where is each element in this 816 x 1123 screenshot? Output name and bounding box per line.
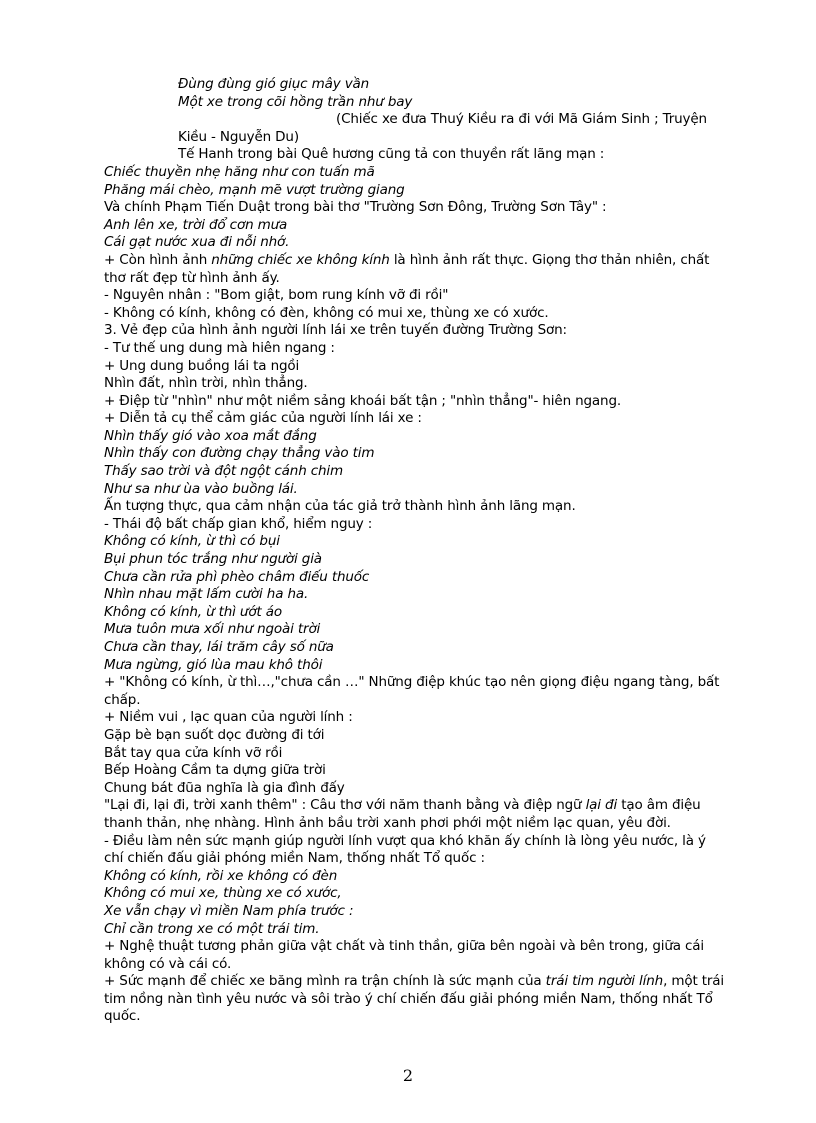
text-line: Mưa ngừng, gió lùa mau khô thôi [104, 656, 323, 673]
text-line: Chung bát đũa nghĩa là gia đình đấy [104, 779, 345, 796]
text-line: không có và cái có. [104, 955, 232, 972]
text-line: Đùng đùng gió giục mây vần [178, 76, 370, 92]
text-line: chí chiến đấu giải phóng miền Nam, thống nhất Tổ quốc : [104, 850, 485, 867]
text-line: Nhìn nhau mặt lấm cười ha ha. [104, 586, 309, 603]
text-line: Anh lên xe, trời đổ cơn mưa [104, 216, 288, 233]
text-line: Bụi phun tóc trắng như người già [104, 551, 322, 568]
text-line: - Tư thế ung dung mà hiên ngang : [104, 339, 335, 356]
italic-emphasis: trái tim người lính [545, 973, 664, 990]
text-line: Nhìn thấy con đường chạy thẳng vào tim [104, 445, 375, 462]
text-line: Chưa cần rửa phì phèo châm điếu thuốc [104, 568, 370, 585]
text-line: Cái gạt nước xua đi nỗi nhớ. [104, 234, 290, 251]
text-line: Không có mui xe, thùng xe có xước, [104, 885, 342, 902]
text-line: Chỉ cần trong xe có một trái tim. [104, 920, 320, 937]
text-line: 3. Vẻ đẹp của hình ảnh người lính lái xe trên tuyến đường Trường Sơn: [104, 322, 567, 339]
text-line: Chiếc thuyền nhẹ hăng như con tuấn mã [104, 163, 375, 180]
text-line: + Ung dung buồng lái ta ngồi [104, 357, 300, 374]
text-line: + "Không có kính, ừ thì…,"chưa cần …" Những điệp khúc tạo nên giọng điệu ngang tàng, bất [104, 674, 720, 691]
text-line: Và chính Phạm Tiến Duật trong bài thơ "Trường Sơn Đông, Trường Sơn Tây" : [104, 199, 607, 216]
text-line: Thấy sao trời và đột ngột cánh chim [104, 463, 344, 480]
text-line: Nhìn đất, nhìn trời, nhìn thẳng. [104, 375, 308, 392]
text-line: Tế Hanh trong bài Quê hương cũng tả con thuyền rất lãng mạn : [178, 146, 605, 163]
text-line: (Chiếc xe đưa Thuý Kiều ra đi với Mã Giám Sinh ; Truyện [336, 111, 707, 128]
italic-emphasis: những chiếc xe không kính [211, 251, 390, 268]
text-segment: , một trái [663, 973, 725, 990]
text-line: Bắt tay qua cửa kính vỡ rồi [104, 744, 283, 761]
text-line: - Không có kính, không có đèn, không có mui xe, thùng xe có xước. [104, 304, 549, 321]
text-line: quốc. [104, 1008, 141, 1025]
text-line: tim nồng nàn tình yêu nước và sôi trào ý chí chiến đấu giải phóng miền Nam, thống nhất Tổ [104, 990, 713, 1007]
text-line: + Điệp từ "nhìn" như một niềm sảng khoái bất tận ; "nhìn thẳng"- hiên ngang. [104, 392, 622, 409]
italic-emphasis: lại đi [585, 797, 618, 814]
text-line: Bếp Hoàng Cầm ta dựng giữa trời [104, 762, 326, 779]
text-line: Mưa tuôn mưa xối như ngoài trời [104, 621, 321, 638]
text-line: + Diễn tả cụ thể cảm giác của người lính lái xe : [104, 410, 422, 427]
text-line: Nhìn thấy gió vào xoa mắt đắng [104, 427, 317, 444]
text-line: + Niềm vui , lạc quan của người lính : [104, 709, 353, 726]
text-line: Phăng mái chèo, mạnh mẽ vượt trường giang [104, 181, 405, 198]
text-segment: + Còn hình ảnh [104, 251, 212, 268]
text-line: Gặp bè bạn suốt dọc đường đi tới [104, 726, 325, 743]
text-line: thanh thản, nhẹ nhàng. Hình ảnh bầu trời xanh phơi phới một niềm lạc quan, yêu đời. [104, 814, 671, 831]
text-line: Kiều - Nguyễn Du) [178, 128, 299, 145]
text-line: Như sa như ùa vào buồng lái. [104, 480, 298, 497]
text-line: - Nguyên nhân : "Bom giật, bom rung kính vỡ đi rồi" [104, 287, 449, 304]
page-number: 2 [402, 1066, 414, 1085]
text-line: thơ rất đẹp từ hình ảnh ấy. [104, 269, 280, 286]
text-segment: "Lại đi, lại đi, trời xanh thêm" : Câu thơ với năm thanh bằng và điệp ngữ [104, 797, 586, 814]
text-line [104, 973, 764, 991]
text-line: Xe vẫn chạy vì miền Nam phía trước : [104, 902, 354, 919]
text-line [104, 797, 764, 815]
text-line: Chưa cần thay, lái trăm cây số nữa [104, 639, 334, 655]
text-line: Ấn tượng thực, qua cảm nhận của tác giả trở thành hình ảnh lãng mạn. [104, 498, 576, 515]
text-segment: tạo âm điệu [617, 797, 701, 814]
text-line: + Nghệ thuật tương phản giữa vật chất và tinh thần, giữa bên ngoài và bên trong, giữa cái [104, 938, 705, 955]
text-line: Một xe trong cõi hồng trần như bay [178, 93, 413, 110]
text-line: Không có kính, ừ thì ướt áo [104, 603, 282, 620]
text-line [104, 252, 764, 270]
text-line: chấp. [104, 691, 141, 708]
text-line: Không có kính, ừ thì có bụi [104, 533, 280, 550]
text-line: - Điều làm nên sức mạnh giúp người lính vượt qua khó khăn ấy chính là lòng yêu nước, là ý [104, 832, 706, 849]
document-body [104, 76, 764, 1026]
text-line: - Thái độ bất chấp gian khổ, hiểm nguy : [104, 515, 373, 532]
text-segment: + Sức mạnh để chiếc xe băng mình ra trận chính là sức mạnh của [104, 973, 546, 990]
text-line: Không có kính, rồi xe không có đèn [104, 867, 338, 884]
text-segment: là hình ảnh rất thực. Giọng thơ thản nhiên, chất [389, 251, 710, 268]
